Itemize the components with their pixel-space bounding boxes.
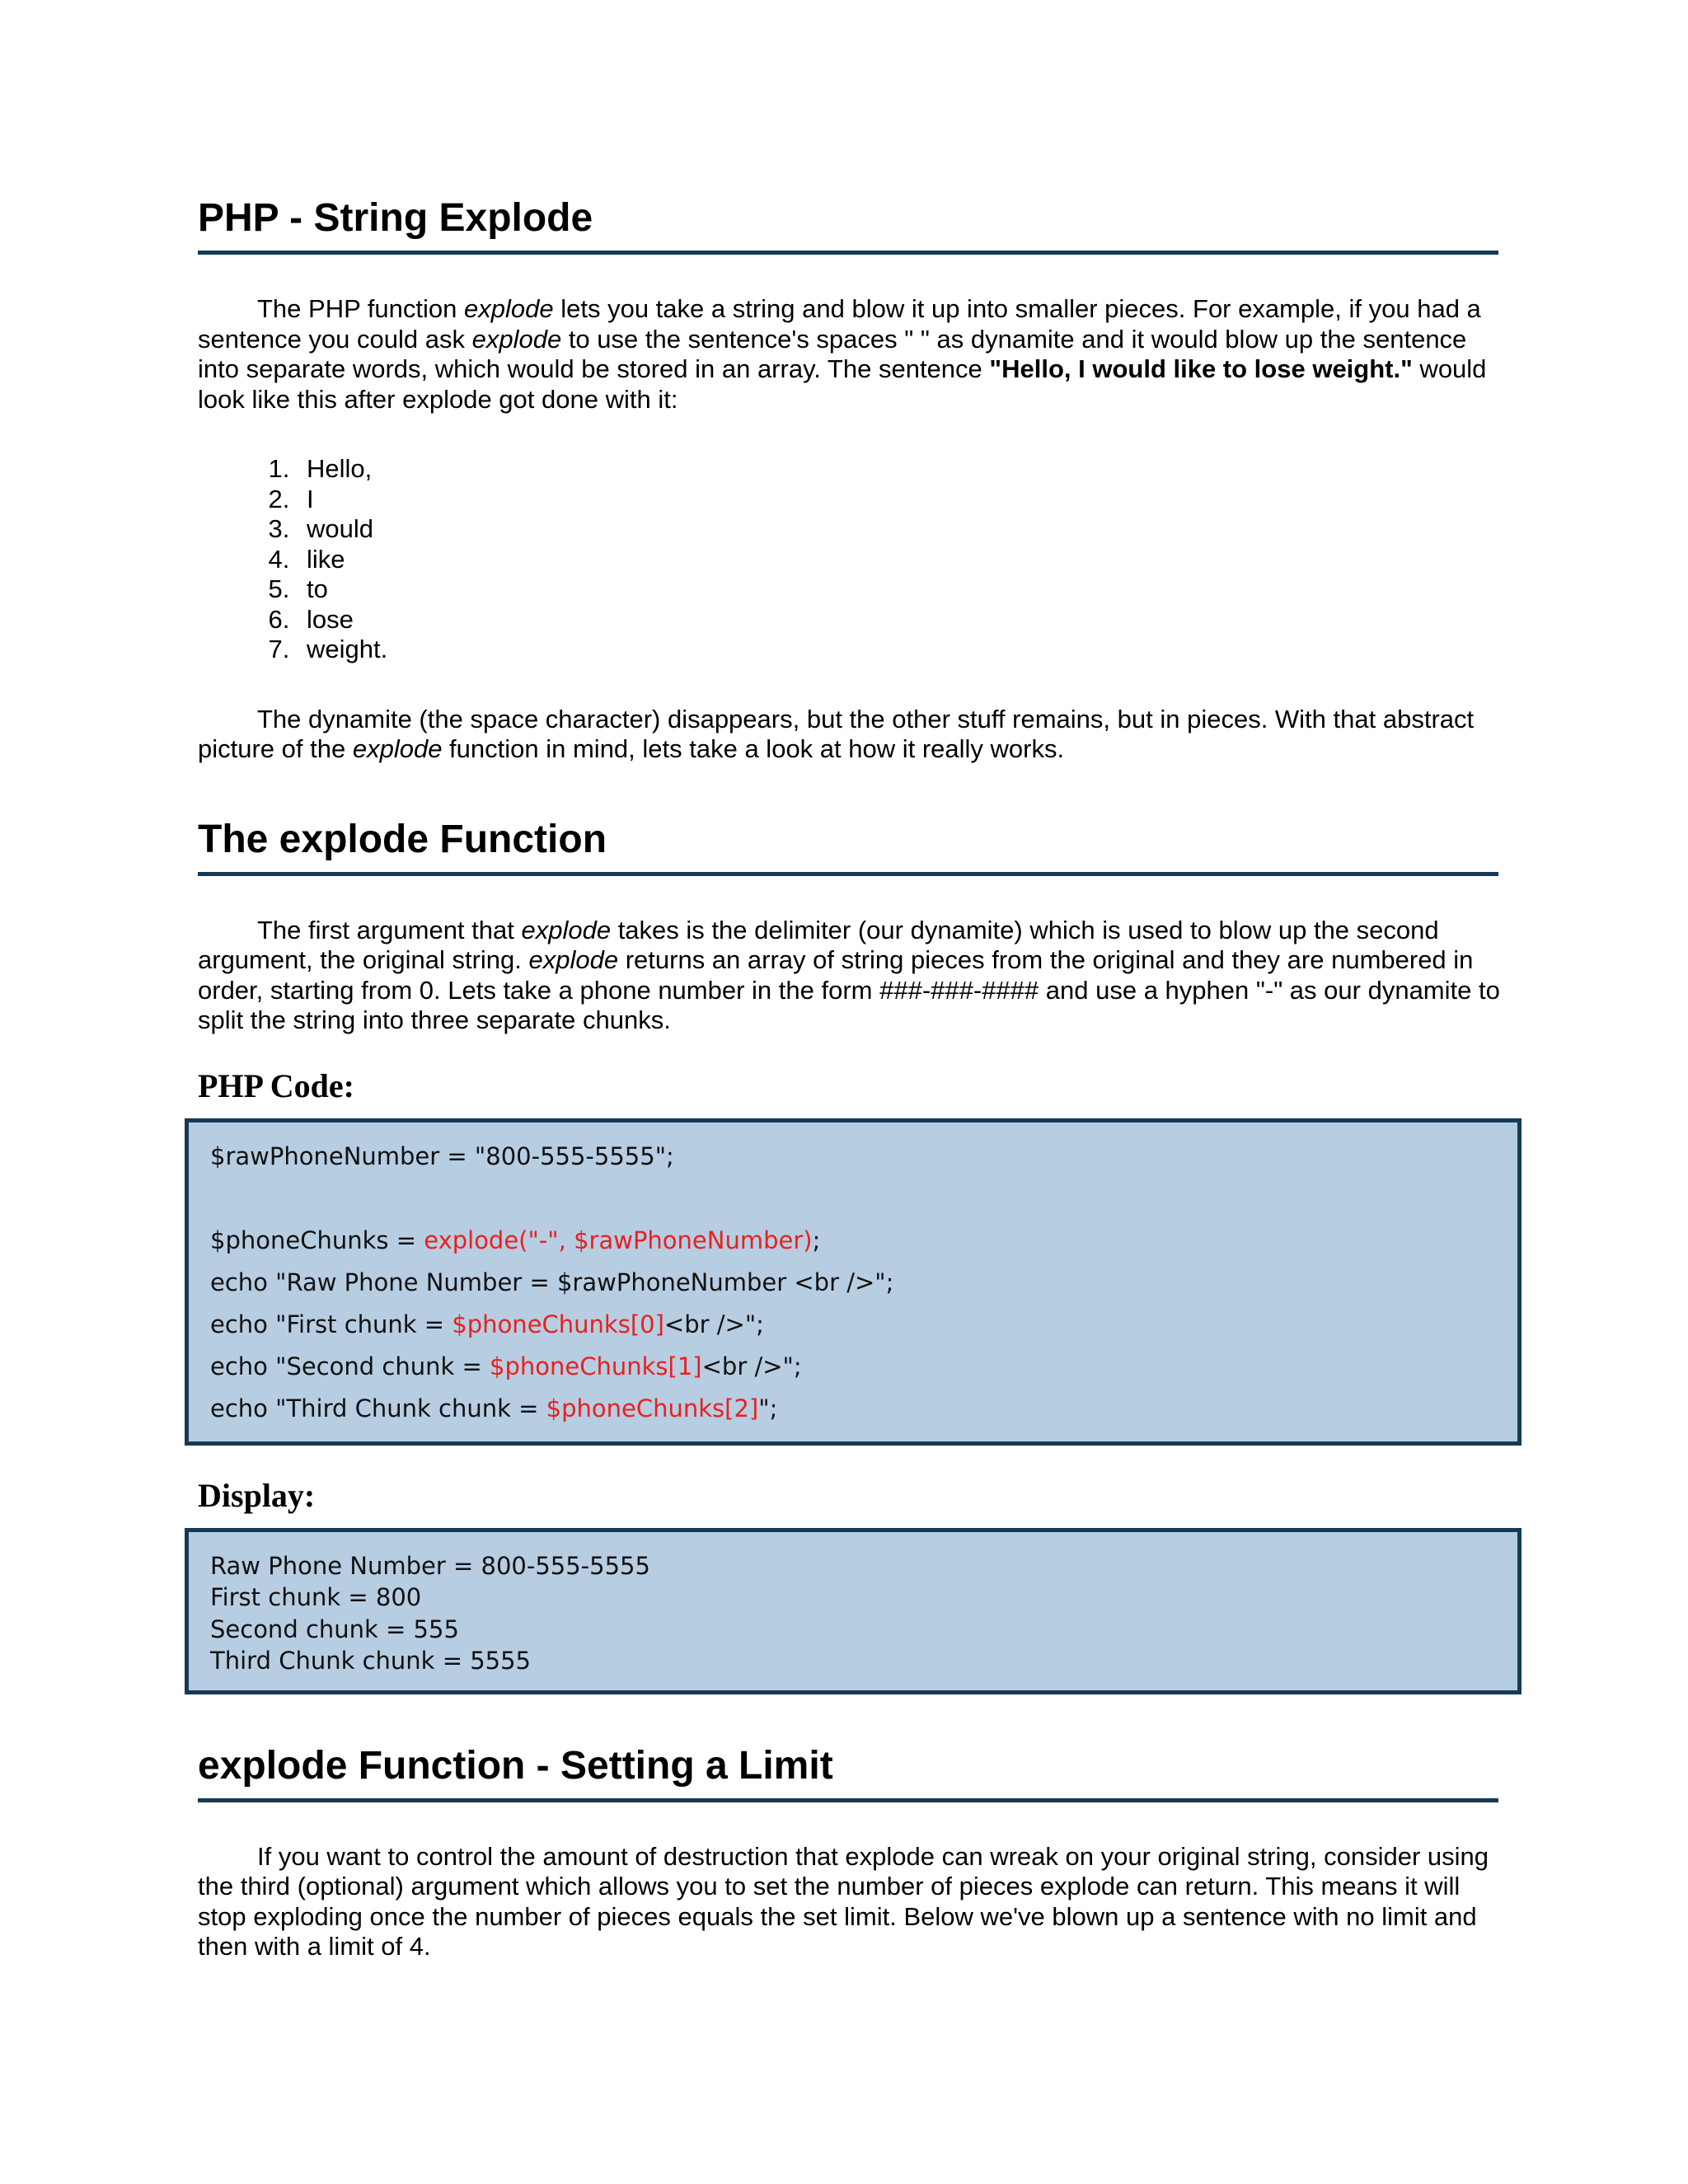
list-item: 5. to xyxy=(297,574,1500,605)
intro-paragraph: The PHP function explode lets you take a string and blow it up into smaller pieces. For example, if you had a sentence you could ask explode to use the sentence's spaces " " as dynamite and it would blow up the sentence into separate words, which would be stored in an array. The sentence "Hello, I would like to lose weight." would look like this after explode got done with it: xyxy=(198,294,1487,414)
code-line: echo "First chunk = $phoneChunks[0]<br />"; xyxy=(210,1310,764,1338)
list-item: 1. Hello, xyxy=(297,454,1500,485)
code-line: echo "Raw Phone Number = $rawPhoneNumber <br />"; xyxy=(210,1268,894,1296)
code-line: echo "Third Chunk chunk = $phoneChunks[2]"; xyxy=(210,1394,778,1422)
php-code-box xyxy=(185,1118,1522,1446)
display-label: Display: xyxy=(198,1476,316,1514)
list-item: 6. lose xyxy=(297,605,1500,635)
display-output-box xyxy=(185,1528,1522,1694)
code-blank-line xyxy=(210,1178,1496,1220)
list-item: 4. like xyxy=(297,545,1500,575)
section-title-setting-a-limit: explode Function - Setting a Limit xyxy=(198,1742,1498,1802)
output-line: Third Chunk chunk = 5555 xyxy=(210,1647,532,1675)
section-title-explode-function: The explode Function xyxy=(198,816,1498,876)
limit-paragraph: If you want to control the amount of destruction that explode can wreak on your original string, consider using the third (optional) argument which allows you to set the number of pieces explode can return. This means it will stop exploding once the number of pieces equals the set limit. Below we've blown up a sentence with no limit and then with a limit of 4. xyxy=(198,1841,1489,1961)
dynamite-paragraph: The dynamite (the space character) disappears, but the other stuff remains, but in pieces. With that abstract picture of the explode function in mind, lets take a look at how it really works. xyxy=(198,704,1475,763)
list-item: 3. would xyxy=(297,514,1500,545)
output-line: Raw Phone Number = 800-555-5555 xyxy=(210,1551,650,1580)
document-page xyxy=(198,194,1500,1962)
list-item: 7. weight. xyxy=(297,635,1500,665)
output-line: First chunk = 800 xyxy=(210,1583,422,1611)
php-code-label: PHP Code: xyxy=(198,1066,354,1104)
exploded-words-list xyxy=(198,454,1500,665)
code-line: $rawPhoneNumber = "800-555-5555"; xyxy=(210,1141,674,1170)
list-item: 2. I xyxy=(297,485,1500,515)
code-line: echo "Second chunk = $phoneChunks[1]<br />"; xyxy=(210,1352,802,1380)
output-line: Second chunk = 555 xyxy=(210,1615,459,1643)
code-line: $phoneChunks = explode("-", $rawPhoneNumber); xyxy=(210,1226,821,1254)
explode-function-paragraph: The first argument that explode takes is the delimiter (our dynamite) which is used to blow up the second argument, the original string. explode returns an array of string pieces from the original and they are numbered in order, starting from 0. Lets take a phone number in the form ###-###-#### and use a hyphen "-" as our dynamite to split the string into three separate chunks. xyxy=(198,915,1500,1034)
section-title-string-explode: PHP - String Explode xyxy=(198,194,1498,255)
